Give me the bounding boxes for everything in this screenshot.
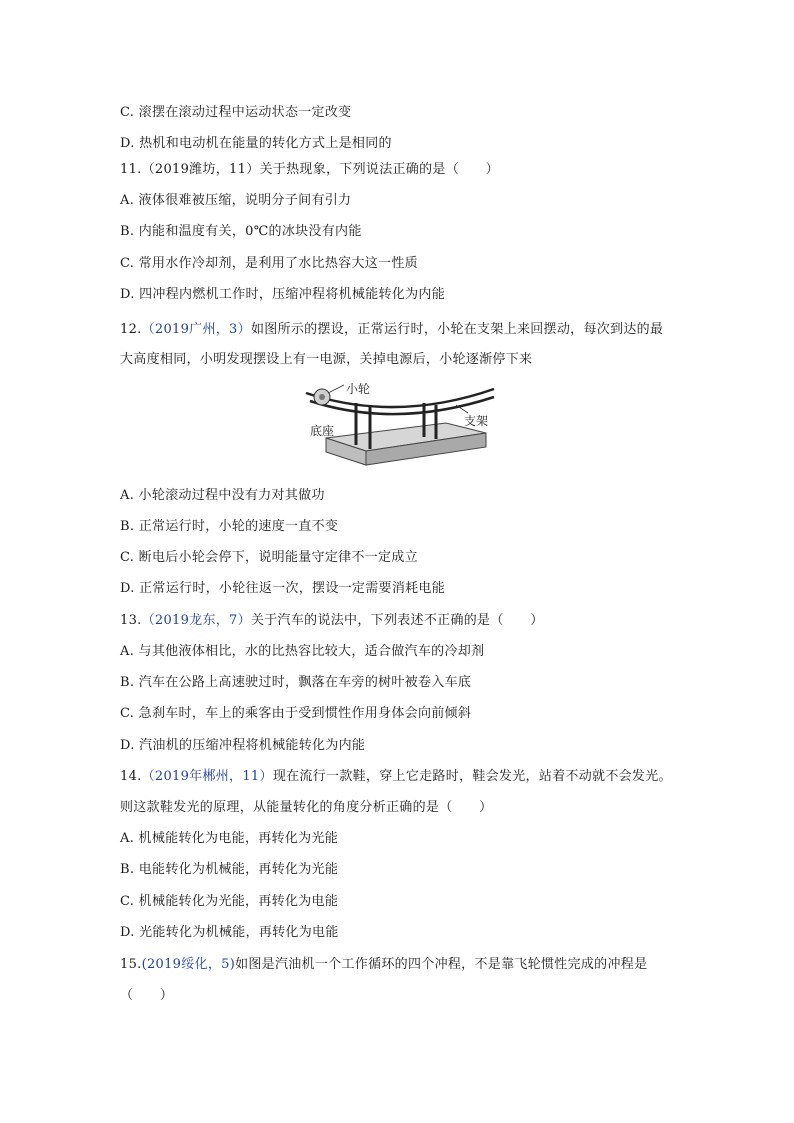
- question-14-stem: 14.（2019年郴州，11）现在流行一款鞋，穿上它走路时，鞋会发光，站着不动就不会发光。: [120, 769, 672, 784]
- question-11-stem: 11.（2019潍坊，11）关于热现象，下列说法正确的是（ ）: [120, 162, 499, 177]
- option-a: A. 与其他液体相比，水的比热容比较大，适合做汽车的冷却剂: [120, 644, 485, 659]
- option-c: C. 急刹车时，车上的乘客由于受到惯性作用身体会向前倾斜: [120, 706, 472, 721]
- option-a: A. 小轮滚动过程中没有力对其做功: [120, 488, 325, 503]
- question-12-stem-cont: 大高度相同，小明发现摆设上有一电源，关掉电源后，小轮逐渐停下来: [120, 352, 533, 367]
- option-d: D. 汽油机的压缩冲程将机械能转化为内能: [120, 738, 366, 753]
- question-15-stem: 15.(2019绥化，5)如图是汽油机一个工作循环的四个冲程，不是靠飞轮惯性完成的冲程是: [120, 957, 648, 972]
- text-line: D. 热机和电动机在能量的转化方式上是相同的: [120, 136, 392, 151]
- option-b: B. 正常运行时，小轮的速度一直不变: [120, 519, 339, 534]
- option-d: D. 四冲程内燃机工作时，压缩冲程将机械能转化为内能: [120, 287, 446, 302]
- support-label: 支架: [464, 414, 489, 428]
- base-label: 底座: [310, 424, 335, 438]
- option-d: D. 光能转化为机械能，再转化为电能: [120, 925, 339, 940]
- option-a: A. 液体很难被压缩，说明分子间有引力: [120, 193, 352, 208]
- wheel-label: 小轮: [346, 383, 371, 396]
- question-13-stem: 13.（2019龙东，7）关于汽车的说法中，下列表述不正确的是（ ）: [120, 613, 544, 628]
- option-b: B. 汽车在公路上高速驶过时，飘落在车旁的树叶被卷入车底: [120, 675, 472, 690]
- option-c: C. 断电后小轮会停下，说明能量守定律不一定成立: [120, 550, 418, 565]
- option-d: D. 正常运行时，小轮往返一次，摆设一定需要消耗电能: [120, 581, 446, 596]
- option-b: B. 内能和温度有关，0℃的冰块没有内能: [120, 224, 362, 239]
- pendulum-toy-figure: [296, 383, 506, 473]
- option-b: B. 电能转化为机械能，再转化为光能: [120, 862, 339, 877]
- option-c: C. 机械能转化为光能，再转化为电能: [120, 894, 339, 909]
- option-c: C. 常用水作冷却剂，是利用了水比热容大这一性质: [120, 256, 418, 271]
- question-15-stem-cont: （ ）: [120, 988, 174, 1003]
- question-12-stem: 12.（2019广州，3）如图所示的摆设，正常运行时，小轮在支架上来回摆动，每次到达的最: [120, 322, 664, 337]
- option-a: A. 机械能转化为电能，再转化为光能: [120, 831, 339, 846]
- question-14-stem-cont: 则这款鞋发光的原理，从能量转化的角度分析正确的是（ ）: [120, 800, 493, 815]
- text-line: C. 滚摆在滚动过程中运动状态一定改变: [120, 105, 352, 120]
